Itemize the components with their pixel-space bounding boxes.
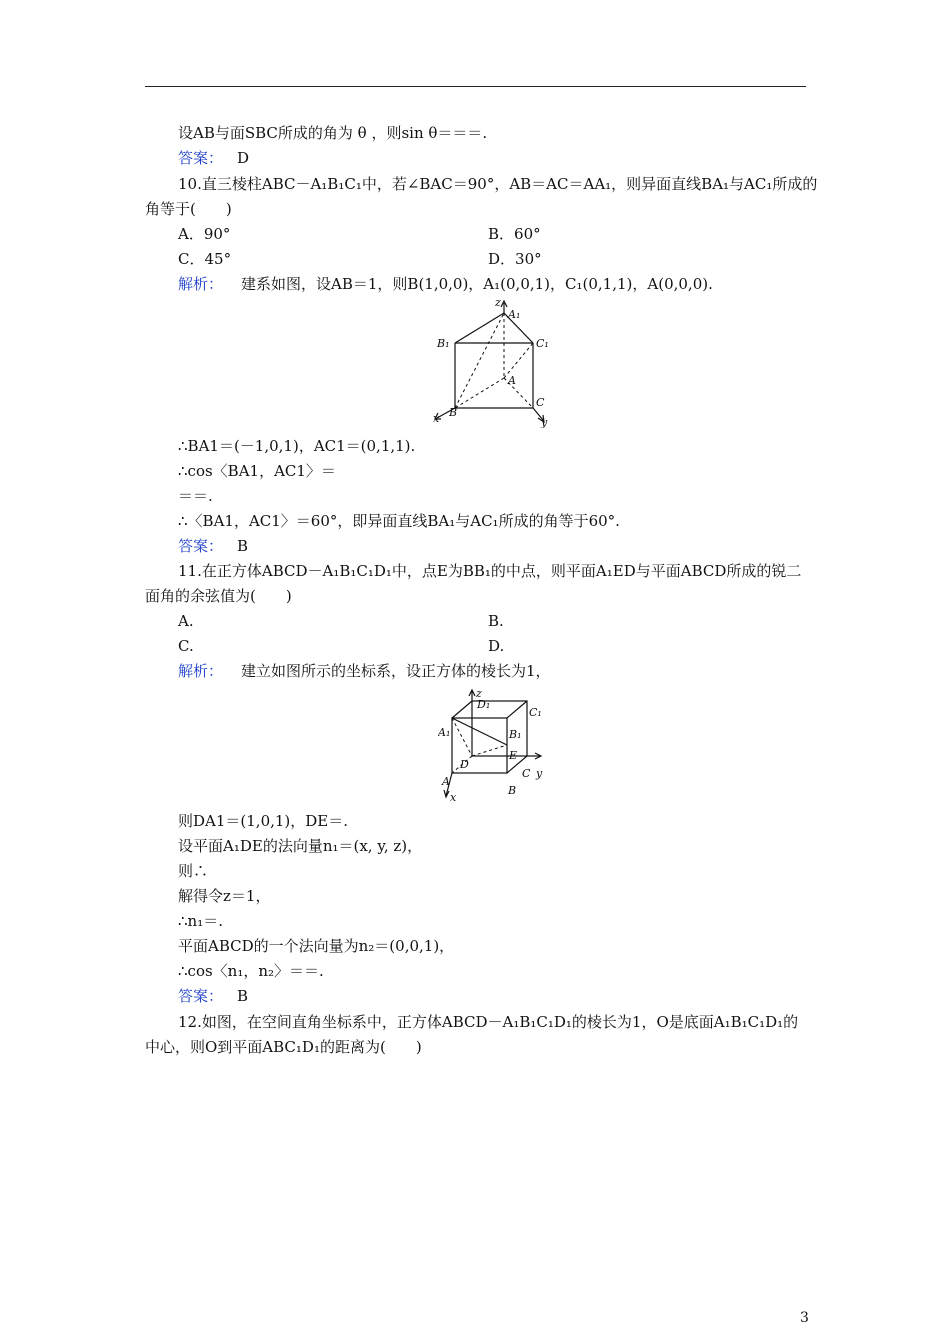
label-y: y: [541, 416, 548, 428]
label-a1: A₁: [508, 308, 521, 321]
label-d1: D₁: [477, 698, 491, 711]
line-sin-theta: 设AB与面SBC所成的角为 θ ，则sin θ＝＝＝.: [178, 124, 488, 142]
label-c: C: [536, 396, 545, 409]
label-b1: B₁: [437, 337, 450, 350]
sol11-step1: 则DA1＝(1,0,1)，DE＝.: [178, 812, 349, 830]
label-a: A: [508, 374, 516, 387]
option-b: B.: [488, 612, 504, 630]
option-a: A．90°: [178, 225, 231, 243]
label-c: C: [522, 767, 531, 780]
label-c1: C₁: [536, 337, 549, 350]
option-c: C．45°: [178, 250, 232, 268]
sol11-step4: 解得令z＝1，: [178, 887, 271, 905]
option-c: C.: [178, 637, 194, 655]
question-11-line2: 面角的余弦值为( ): [145, 587, 292, 605]
answer-label: 答案：: [178, 149, 224, 167]
sol10-step1: ∴BA1＝(－1,0,1)，AC1＝(0,1,1).: [178, 437, 416, 455]
sol10-step3: ＝＝.: [178, 487, 213, 505]
sol10-step2: ∴cos〈BA1，AC1〉＝: [178, 462, 336, 480]
solution-11: [178, 661, 551, 681]
solution-text: 建立如图所示的坐标系，设正方体的棱长为1，: [241, 662, 551, 680]
sol11-step7: ∴cos〈n₁，n₂〉＝＝.: [178, 962, 324, 980]
solution-label: 解析：: [178, 662, 224, 680]
label-d: D: [460, 758, 469, 771]
solution-label: 解析：: [178, 275, 224, 293]
label-b1: B₁: [509, 728, 522, 741]
header-rule: [145, 86, 806, 87]
question-10-line2: 角等于( ): [145, 200, 232, 218]
prism-figure: [425, 298, 565, 428]
label-x: x: [450, 791, 457, 804]
label-a: A: [442, 775, 450, 788]
label-y: y: [536, 767, 543, 780]
solution-10: [178, 274, 713, 294]
question-10-line1: 10.直三棱柱ABC－A₁B₁C₁中，若∠BAC＝90°，AB＝AC＝AA₁，则异面直线BA₁与AC₁所成的: [178, 175, 818, 193]
solution-text: 建系如图，设AB＝1，则B(1,0,0)，A₁(0,0,1)，C₁(0,1,1)，A(0,0,0).: [241, 275, 713, 293]
option-d: D．30°: [488, 250, 542, 268]
label-b: B: [449, 406, 458, 419]
sol11-step2: 设平面A₁DE的法向量n₁＝(x, y, z)，: [178, 837, 423, 855]
label-z: z: [495, 298, 501, 309]
label-b: B: [508, 784, 517, 797]
label-e: E: [509, 749, 518, 762]
answer-9: [178, 148, 249, 168]
label-z: z: [476, 687, 482, 700]
sol11-step5: ∴n₁＝.: [178, 912, 223, 930]
sol11-step3: 则∴: [178, 862, 209, 880]
option-a: A.: [178, 612, 194, 630]
page-number: 3: [800, 1310, 809, 1326]
answer-label: 答案：: [178, 537, 224, 555]
sol10-step4: ∴〈BA1，AC1〉＝60°，即异面直线BA₁与AC₁所成的角等于60°.: [178, 512, 620, 530]
answer-value: B: [237, 987, 249, 1005]
option-b: B．60°: [488, 225, 541, 243]
answer-value: D: [237, 149, 250, 167]
answer-label: 答案：: [178, 987, 224, 1005]
label-x: x: [433, 412, 440, 425]
question-12-line2: 中心，则O到平面ABC₁D₁的距离为( ): [145, 1038, 422, 1056]
question-12-line1: 12.如图，在空间直角坐标系中，正方体ABCD－A₁B₁C₁D₁的棱长为1，O是底面A₁B₁C₁D₁的: [178, 1013, 799, 1031]
answer-value: B: [237, 537, 249, 555]
label-c1: C₁: [529, 706, 542, 719]
question-11-line1: 11.在正方体ABCD－A₁B₁C₁D₁中，点E为BB₁的中点，则平面A₁ED与平面ABCD所成的锐二: [178, 562, 802, 580]
sol11-step6: 平面ABCD的一个法向量为n₂＝(0,0,1)，: [178, 937, 455, 955]
option-d: D.: [488, 637, 505, 655]
cube-figure: [438, 686, 553, 804]
answer-11: [178, 986, 248, 1006]
label-a1: A₁: [438, 726, 451, 739]
answer-10: [178, 536, 248, 556]
